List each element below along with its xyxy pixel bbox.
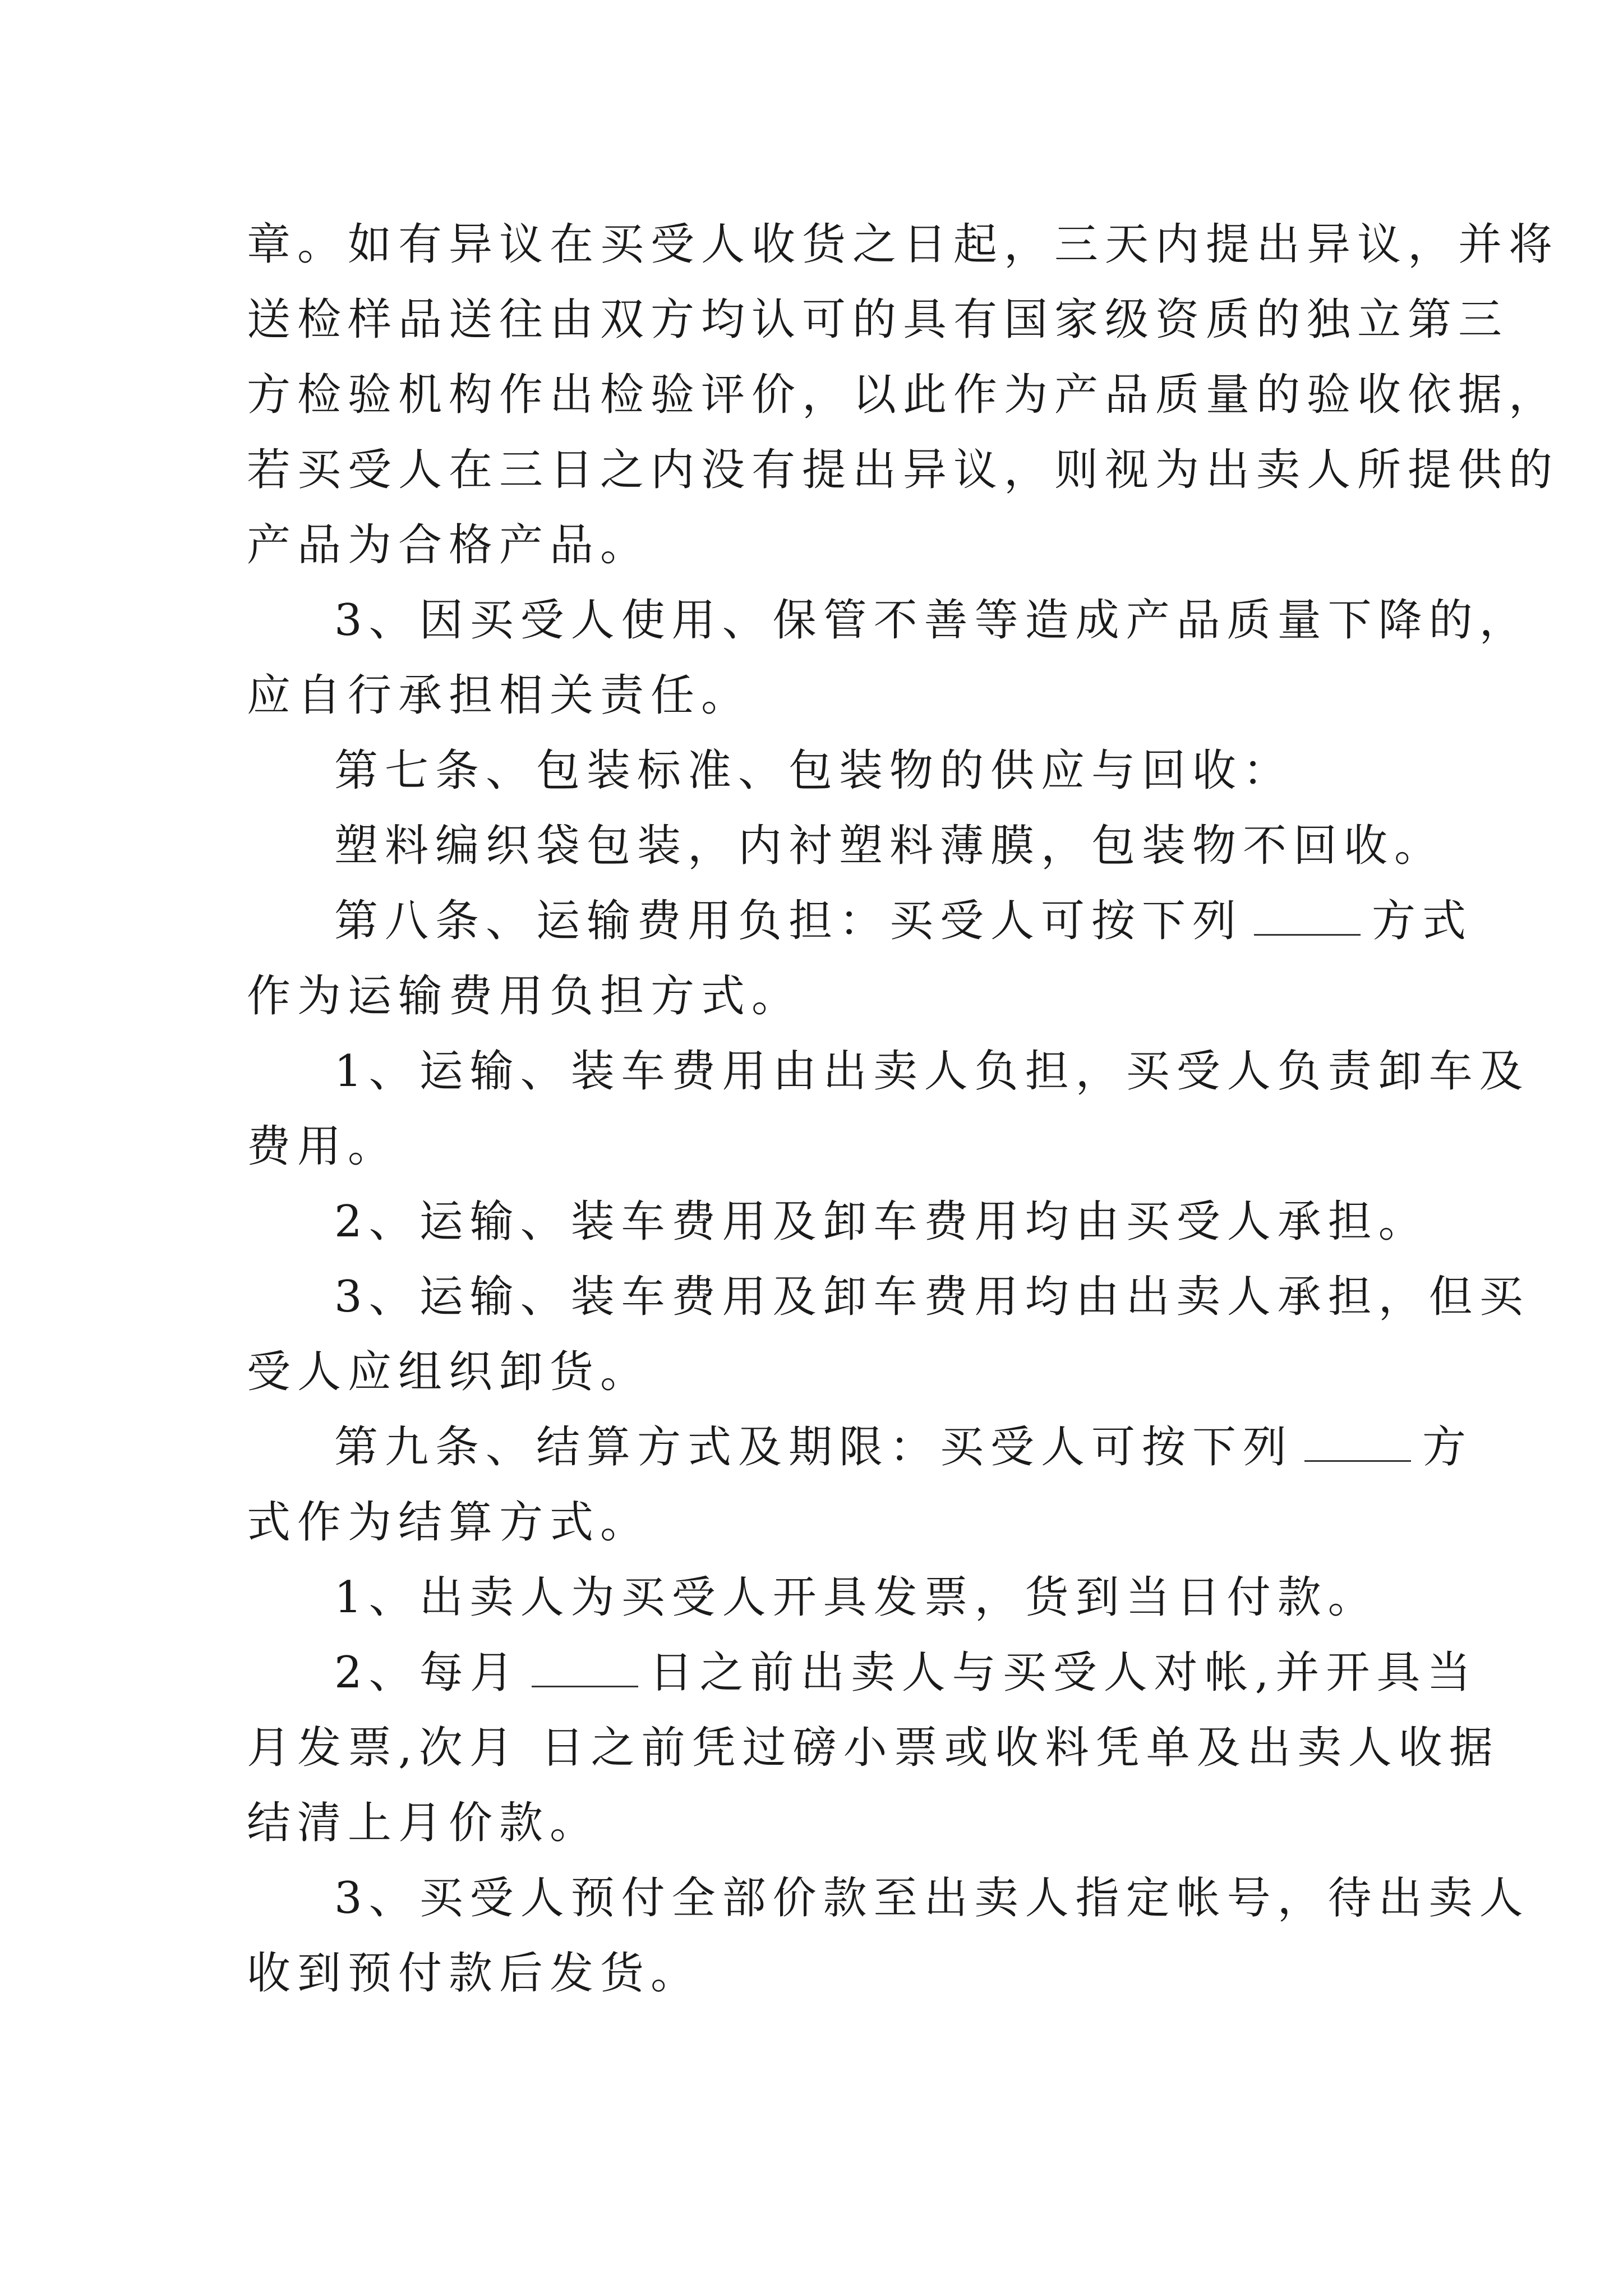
article-heading xyxy=(334,731,1396,810)
text-line xyxy=(247,506,1396,585)
article-heading xyxy=(334,1408,1473,1487)
text-run: 塑料编织袋包装，内衬塑料薄膜，包装物不回收。 xyxy=(334,821,1445,871)
text-run: 方 xyxy=(1422,1422,1473,1473)
text-run: 章。如有异议在买受人收货之日起，三天内提出异议，并将 xyxy=(247,219,1560,270)
text-run: 月发票,次月 日之前凭过磅小票或收料凭单及出卖人收据 xyxy=(247,1723,1500,1773)
text-run: 作为运输费用负担方式。 xyxy=(247,971,803,1022)
text-line xyxy=(247,205,1560,284)
text-line xyxy=(247,656,1396,735)
text-line xyxy=(334,1859,1530,1938)
fill-in-blank[interactable] xyxy=(1254,895,1361,936)
text-run: 送检样品送往由双方均认可的具有国家级资质的独立第三 xyxy=(247,295,1509,345)
text-run: 若买受人在三日之内没有提出异议，则视为出卖人所提供的 xyxy=(247,445,1560,495)
text-run: 收到预付款后发货。 xyxy=(247,1948,702,1999)
text-run: 费用。 xyxy=(247,1121,399,1172)
text-run: 2、每月 xyxy=(334,1648,520,1698)
text-line xyxy=(247,1333,1396,1411)
text-run: 结清上月价款。 xyxy=(247,1798,601,1848)
text-run: 方式 xyxy=(1372,896,1473,946)
fill-in-blank[interactable] xyxy=(532,1646,638,1687)
text-run: 应自行承担相关责任。 xyxy=(247,670,752,721)
text-line xyxy=(334,1558,1396,1637)
text-run: 1、出卖人为买受人开具发票，货到当日付款。 xyxy=(334,1572,1378,1623)
text-run: 1、运输、装车费用由出卖人负担，买受人负责卸车及 xyxy=(334,1046,1530,1097)
text-line xyxy=(334,1634,1478,1712)
text-line xyxy=(247,356,1560,434)
text-run: 受人应组织卸货。 xyxy=(247,1347,651,1397)
text-line xyxy=(247,1107,1396,1186)
text-line xyxy=(334,1032,1530,1111)
text-line xyxy=(247,280,1509,359)
text-line xyxy=(334,581,1530,660)
text-run: 第七条、包装标准、包装物的供应与回收： xyxy=(334,746,1294,796)
text-line xyxy=(334,1182,1429,1261)
text-run: 2、运输、装车费用及卸车费用均由买受人承担。 xyxy=(334,1197,1429,1247)
text-run: 3、运输、装车费用及卸车费用均由出卖人承担，但买 xyxy=(334,1272,1530,1322)
text-run: 产品为合格产品。 xyxy=(247,520,651,570)
text-run: 第八条、运输费用负担：买受人可按下列 xyxy=(334,896,1243,946)
article-heading xyxy=(334,882,1473,960)
text-line xyxy=(247,431,1560,509)
text-run: 3、买受人预付全部价款至出卖人指定帐号，待出卖人 xyxy=(334,1873,1530,1924)
text-line xyxy=(247,1934,1396,2013)
text-line xyxy=(247,1709,1500,1787)
text-line xyxy=(247,1784,1396,1862)
text-line xyxy=(334,1258,1530,1336)
fill-in-blank[interactable] xyxy=(1304,1421,1411,1462)
text-line xyxy=(247,1483,1396,1562)
text-run: 方检验机构作出检验评价，以此作为产品质量的验收依据， xyxy=(247,370,1560,420)
text-line xyxy=(247,957,1396,1036)
text-line xyxy=(334,807,1445,885)
text-run: 式作为结算方式。 xyxy=(247,1497,651,1548)
text-run: 3、因买受人使用、保管不善等造成产品质量下降的， xyxy=(334,595,1530,646)
text-run: 第九条、结算方式及期限：买受人可按下列 xyxy=(334,1422,1294,1473)
text-run: 日之前出卖人与买受人对帐,并开具当 xyxy=(649,1648,1478,1698)
